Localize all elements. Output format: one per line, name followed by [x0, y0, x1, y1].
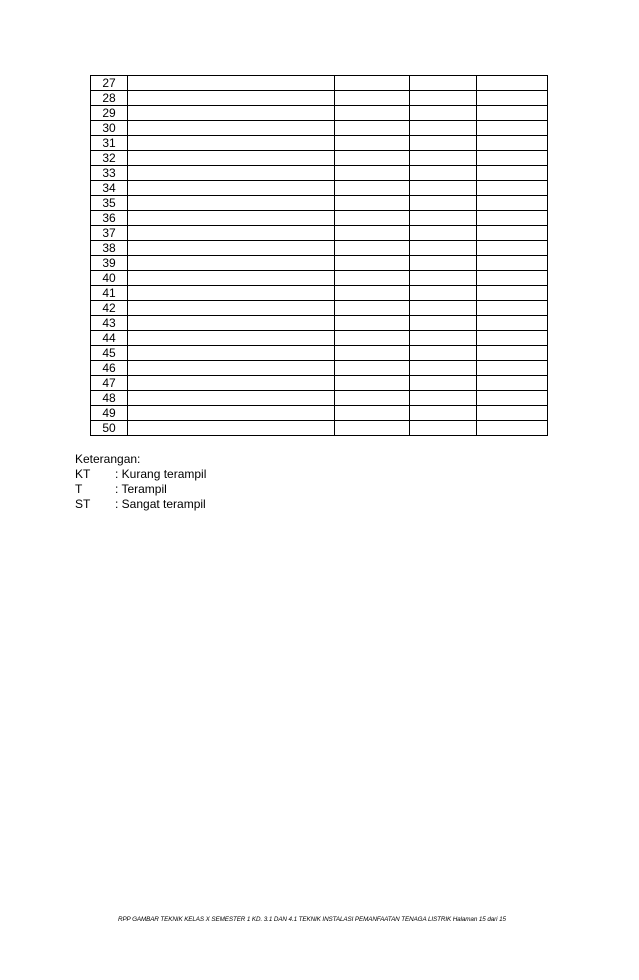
legend-abbr: ST — [75, 497, 91, 511]
table-cell — [410, 136, 477, 151]
row-number: 32 — [91, 151, 128, 166]
table-cell — [410, 196, 477, 211]
row-number: 38 — [91, 241, 128, 256]
table-cell — [128, 271, 335, 286]
table-cell — [477, 106, 548, 121]
table-body — [91, 76, 548, 436]
table-cell — [410, 361, 477, 376]
table-cell — [410, 76, 477, 91]
table-row — [91, 166, 548, 181]
row-number: 28 — [91, 91, 128, 106]
table-cell — [335, 226, 410, 241]
row-number: 29 — [91, 106, 128, 121]
table-cell — [477, 406, 548, 421]
table-row — [91, 331, 548, 346]
table-cell — [128, 106, 335, 121]
row-number: 49 — [91, 406, 128, 421]
legend-abbr: T — [75, 482, 83, 496]
table-cell — [410, 346, 477, 361]
page-footer: RPP GAMBAR TEKNIK KELAS X SEMESTER 1 KD. 3.1 DAN 4.1 TEKNIK INSTALASI PEMANFAATAN TENAGA LISTRIK Halaman 15 dari 15 — [118, 916, 506, 923]
table-row — [91, 91, 548, 106]
table-cell — [477, 256, 548, 271]
table-cell — [477, 151, 548, 166]
row-number: 39 — [91, 256, 128, 271]
table-cell — [477, 271, 548, 286]
table-cell — [410, 151, 477, 166]
table-cell — [335, 316, 410, 331]
table-row — [91, 151, 548, 166]
table-cell — [128, 241, 335, 256]
legend-abbr: KT — [75, 467, 91, 481]
table-cell — [335, 241, 410, 256]
table-cell — [477, 331, 548, 346]
table-cell — [128, 76, 335, 91]
row-number: 44 — [91, 331, 128, 346]
table-cell — [335, 331, 410, 346]
table-cell — [128, 151, 335, 166]
table-cell — [335, 421, 410, 436]
table-row — [91, 346, 548, 361]
table-cell — [335, 166, 410, 181]
table-cell — [128, 406, 335, 421]
legend-desc: : Kurang terampil — [115, 467, 207, 481]
table-cell — [477, 391, 548, 406]
table-cell — [477, 316, 548, 331]
table-cell — [335, 211, 410, 226]
row-number: 42 — [91, 301, 128, 316]
table-row — [91, 421, 548, 436]
table-row — [91, 361, 548, 376]
table-row — [91, 406, 548, 421]
table-cell — [335, 106, 410, 121]
row-number: 46 — [91, 361, 128, 376]
legend-item-kt — [75, 467, 206, 482]
row-number: 45 — [91, 346, 128, 361]
table-cell — [410, 166, 477, 181]
row-number: 36 — [91, 211, 128, 226]
table-row — [91, 106, 548, 121]
legend — [75, 452, 206, 512]
row-number: 31 — [91, 136, 128, 151]
table-cell — [128, 286, 335, 301]
row-number: 34 — [91, 181, 128, 196]
table-cell — [410, 106, 477, 121]
table-cell — [128, 376, 335, 391]
table-cell — [128, 391, 335, 406]
table-cell — [410, 121, 477, 136]
table-cell — [335, 196, 410, 211]
table-cell — [335, 91, 410, 106]
row-number: 48 — [91, 391, 128, 406]
row-number: 41 — [91, 286, 128, 301]
table-cell — [335, 181, 410, 196]
table-cell — [477, 91, 548, 106]
table-row — [91, 211, 548, 226]
table-cell — [335, 346, 410, 361]
table-cell — [410, 211, 477, 226]
table-cell — [128, 331, 335, 346]
table-cell — [410, 91, 477, 106]
table-cell — [477, 286, 548, 301]
table-row — [91, 241, 548, 256]
table-cell — [410, 256, 477, 271]
table-row — [91, 391, 548, 406]
table-cell — [335, 286, 410, 301]
table-cell — [410, 301, 477, 316]
table-cell — [477, 76, 548, 91]
table-row — [91, 76, 548, 91]
table-cell — [477, 376, 548, 391]
table-cell — [335, 256, 410, 271]
table-cell — [335, 391, 410, 406]
table-cell — [410, 271, 477, 286]
table-cell — [128, 316, 335, 331]
table-cell — [128, 121, 335, 136]
score-table — [90, 75, 548, 436]
table-row — [91, 256, 548, 271]
row-number: 43 — [91, 316, 128, 331]
table-cell — [410, 226, 477, 241]
legend-desc: : Terampil — [115, 482, 167, 496]
table-cell — [410, 331, 477, 346]
table-cell — [477, 196, 548, 211]
table-cell — [128, 211, 335, 226]
table-cell — [477, 121, 548, 136]
table-row — [91, 226, 548, 241]
table-row — [91, 121, 548, 136]
table-row — [91, 181, 548, 196]
table-cell — [410, 181, 477, 196]
table-cell — [128, 136, 335, 151]
table-cell — [410, 241, 477, 256]
table-cell — [477, 211, 548, 226]
table-cell — [128, 256, 335, 271]
row-number: 27 — [91, 76, 128, 91]
table-cell — [335, 406, 410, 421]
row-number: 47 — [91, 376, 128, 391]
table-row — [91, 196, 548, 211]
row-number: 37 — [91, 226, 128, 241]
table-cell — [335, 376, 410, 391]
table-cell — [128, 166, 335, 181]
row-number: 33 — [91, 166, 128, 181]
table-cell — [477, 346, 548, 361]
table-cell — [477, 421, 548, 436]
table-cell — [410, 376, 477, 391]
legend-desc: : Sangat terampil — [115, 497, 206, 511]
table-cell — [128, 346, 335, 361]
table-cell — [410, 286, 477, 301]
table-cell — [128, 181, 335, 196]
table-cell — [477, 241, 548, 256]
legend-title: Keterangan: — [75, 452, 141, 466]
table-cell — [477, 136, 548, 151]
table-cell — [410, 391, 477, 406]
table-cell — [335, 121, 410, 136]
table-cell — [128, 361, 335, 376]
table-cell — [128, 301, 335, 316]
table-cell — [410, 406, 477, 421]
row-number: 35 — [91, 196, 128, 211]
legend-item-st — [75, 497, 206, 512]
table-cell — [128, 196, 335, 211]
table-row — [91, 136, 548, 151]
row-number: 50 — [91, 421, 128, 436]
table-cell — [335, 136, 410, 151]
row-number: 30 — [91, 121, 128, 136]
table-row — [91, 301, 548, 316]
table-cell — [477, 226, 548, 241]
table-cell — [128, 421, 335, 436]
table-cell — [335, 76, 410, 91]
legend-item-t — [75, 482, 206, 497]
table-cell — [410, 421, 477, 436]
table-row — [91, 286, 548, 301]
table-row — [91, 271, 548, 286]
table-cell — [335, 271, 410, 286]
table-cell — [477, 181, 548, 196]
table-cell — [128, 91, 335, 106]
table-cell — [335, 151, 410, 166]
table-row — [91, 316, 548, 331]
table-cell — [477, 361, 548, 376]
table-cell — [477, 166, 548, 181]
table-row — [91, 376, 548, 391]
table-cell — [410, 316, 477, 331]
table-cell — [128, 226, 335, 241]
table-cell — [335, 361, 410, 376]
table-cell — [477, 301, 548, 316]
table-cell — [335, 301, 410, 316]
row-number: 40 — [91, 271, 128, 286]
